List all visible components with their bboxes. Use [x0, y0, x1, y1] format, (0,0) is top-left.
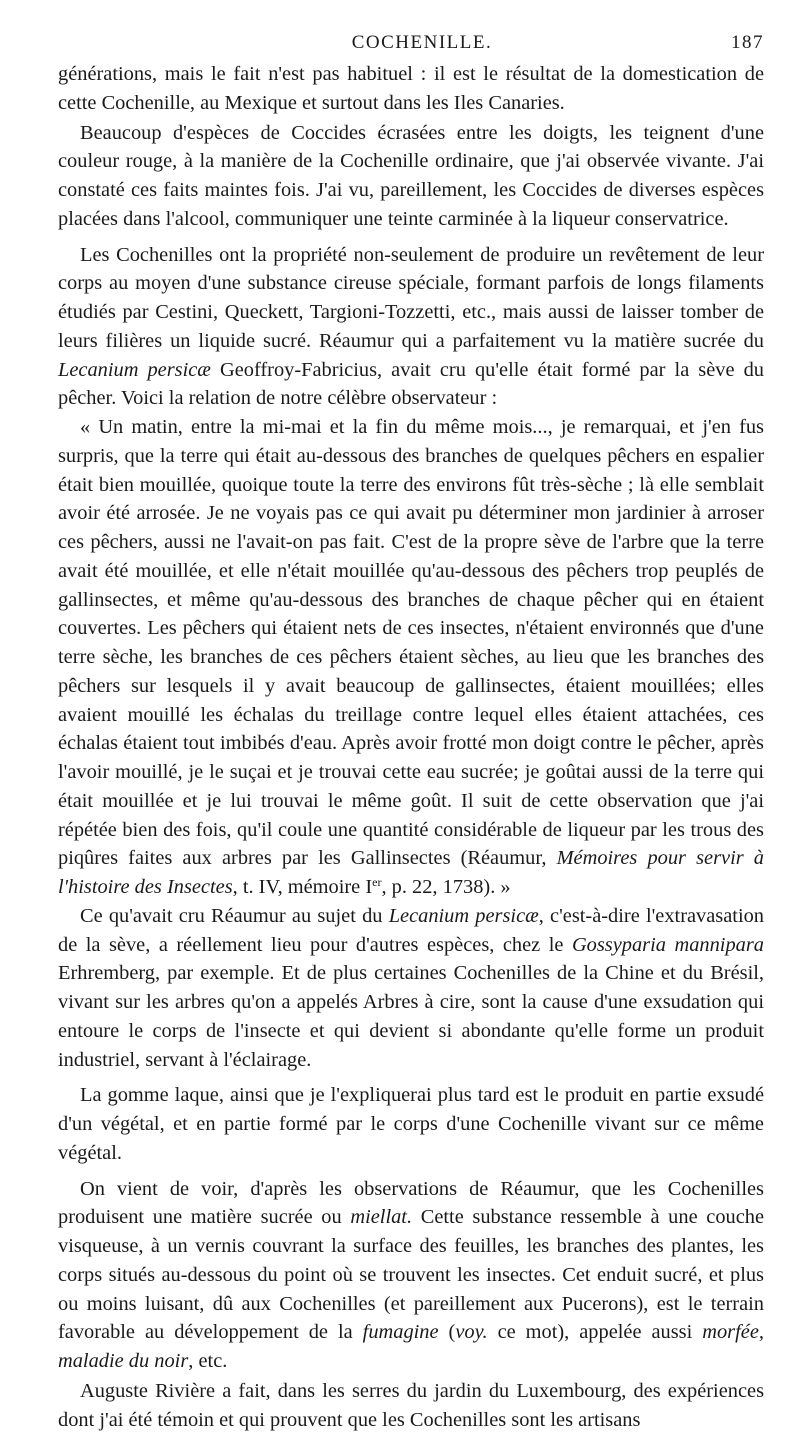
text-run: , p. 22, 1738). » [381, 876, 511, 898]
italic-run: Lecanium persicæ [388, 904, 539, 927]
text-run: , etc. [188, 1350, 228, 1372]
text-run: La gomme laque, ainsi que je l'expliquerai plus tard est le produit en partie exsudé d'un végétal, et en partie formé par le corps d'une Cochenille vivant sur ce même végétal. [58, 1084, 764, 1164]
text-run: Les Cochenilles ont la propriété non-seulement de produire un revêtement de leur corps au moyen d'une substance cireuse spéciale, formant parfois de longs filaments étudiés par Cestini, Queckett, Targioni-Tozzetti, etc., mais aussi de laisser tomber de leurs filières un liquide sucré. Réaumur qui a parfaitement vu la matière sucrée du [58, 243, 764, 352]
text-run: Beaucoup d'espèces de Coccides écrasées entre les doigts, les teignent d'une couleur rouge, à la manière de la Cochenille ordinaire, que j'ai observée vivante. J'ai constaté ces faits maintes fois. J'ai vu, pareillement, les Coccides de diverses espèces placées dans l'alcool, communiquer une teinte carminée à la liqueur conservatrice. [58, 121, 764, 230]
paragraph [58, 241, 764, 414]
italic-run: Gossyparia mannipara [571, 933, 764, 956]
text-run: générations, mais le fait n'est pas habituel : il est le résultat de la domestication de cette Cochenille, au Mexique et surtout dans les Iles Canaries. [58, 63, 764, 114]
paragraph [58, 1175, 764, 1376]
italic-run: Mémoires pour servir à l'histoire des Insectes [58, 847, 764, 898]
running-header [58, 28, 764, 58]
text-run: , t. IV, mémoire I [232, 876, 373, 898]
text-run: ( [438, 1321, 456, 1344]
text-run: Ce qu'avait cru Réaumur au sujet du [80, 904, 389, 927]
text-run: On vient de voir, d'après les observations de Réaumur, que les Cochenilles produisent une matière sucrée ou [58, 1177, 764, 1229]
italic-run: fumagine [362, 1321, 439, 1344]
italic-run: miellat. [350, 1206, 413, 1229]
page-number: 187 [731, 32, 764, 53]
paragraph [58, 119, 764, 234]
text-run: « Un matin, entre la mi-mai et la fin du même mois..., je remarquai, et j'en fus surpris, que la terre qui était au-dessous des branches de quelques pêchers en espalier était bien mouillée, quoique toute la terre des environs fût très-sèche ; là elle semblait avoir été arrosée. Je ne voyais pas ce qui avait pu déterminer mon jardinier à arroser ces pêchers, aussi ne l'avait-on pas fait. C'est de la propre sève de l'arbre que la terre avait été mouillée, et elle n'était mouillée qu'au-dessous des pêchers trop peuplés de gallinsectes, et même qu'au-dessous des branches de chaque pêcher qui en étaient couvertes. Les pêchers qui étaient nets de ces insectes, n'étaient environnés que d'une terre sèche, les branches de ces pêchers étaient sèches, au lieu que les branches des pêchers sur lesquels il y avait beaucoup de gallinsectes, étaient mouillées; elles avaient mouillé les échalas du treillage contre lequel elles étaient attachées, ces échalas étaient tout imbibés d'eau. Après avoir frotté mon doigt contre le pêcher, après l'avoir mouillé, je le suçai et je trouvai cette eau sucrée; je goûtai aussi de la terre qui était mouillée et je lui trouvai le même goût. Il suit de cette observation que j'ai répétée bien des fois, qu'il coule une quantité considérable de liqueur par les trous des piqûres faites aux arbres par les Gallinsectes (Réaumur, [58, 416, 764, 870]
paragraph [58, 60, 764, 118]
page-body [58, 60, 764, 1434]
italic-run: Lecanium persicæ [58, 358, 211, 381]
paragraph [58, 1081, 764, 1167]
text-run: Cette substance ressemble à une couche visqueuse, à un vernis couvrant la surface des feuilles, les branches des plantes, les corps situés au-dessous du point où se trouvent les insectes. Cet enduit sucré, et plus ou moins luisant, dû aux Cochenilles (et pareillement aux Pucerons), est le terrain favorable au développement de la [58, 1206, 765, 1344]
text-run: Geoffroy-Fabricius, avait cru qu'elle était formé par la sève du pêcher. Voici la relation de notre célèbre observateur : [58, 358, 764, 410]
text-run: Auguste Rivière a fait, dans les serres du jardin du Luxembourg, des expériences dont j'ai été témoin et qui prouvent que les Cochenilles sont les artisans [58, 1379, 764, 1431]
superscript-run: er [372, 875, 382, 889]
italic-run: morfée, maladie du noir [58, 1321, 764, 1372]
text-run: , c'est-à-dire l'extravasation de la sève, a réellement lieu pour d'autres espèces, chez le [58, 904, 765, 956]
italic-run: voy. [455, 1321, 488, 1344]
paragraph [58, 1377, 764, 1434]
text-run: Erhremberg, par exemple. Et de plus certaines Cochenilles de la Chine et du Brésil, vivant sur les arbres qu'on a appelés Arbres à cire, sont la cause d'une exsudation qui entoure le corps de l'insecte et qui devient si abondante qu'elle forme un produit industriel, servant à l'éclairage. [58, 962, 764, 1071]
quotation-paragraph [58, 413, 764, 902]
text-run: ce mot), appelée aussi [487, 1321, 703, 1344]
running-title: COCHENILLE. [351, 32, 493, 53]
paragraph [58, 902, 764, 1075]
